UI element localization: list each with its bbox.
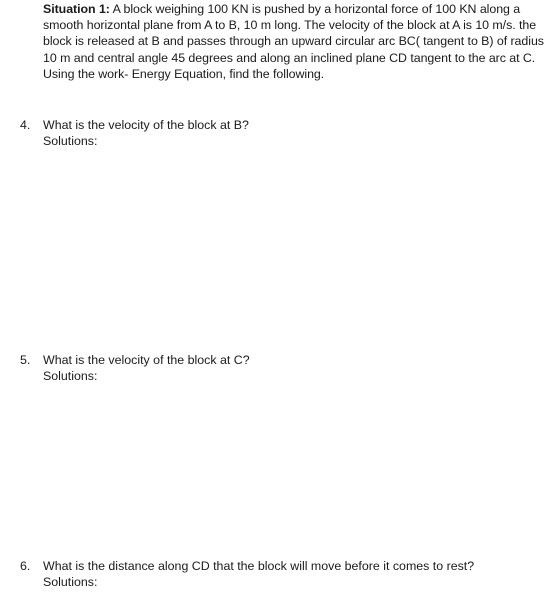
question-text: What is the velocity of the block at B? [43,118,249,132]
question-6 [20,558,550,590]
question-number: 5. [20,353,31,367]
question-4 [20,117,550,149]
solutions-label: Solutions: [43,575,98,589]
question-text: What is the velocity of the block at C? [43,353,250,367]
question-number: 6. [20,559,31,573]
solutions-label: Solutions: [43,369,98,383]
situation-text: A block weighing 100 KN is pushed by a horizontal force of 100 KN along a smooth horizontal plane from A to B, 10 m long. The velocity of the block at A is 10 m/s. the block is released at B and passes through an upward circular arc BC( tangent to B) of radius 10 m and central angle 45 degrees and along an inclined plane CD tangent to the arc at C. Using the work- Energy Equation, find the following. [43,2,544,81]
question-5 [20,352,550,384]
situation-paragraph [43,1,551,82]
situation-label: Situation 1: [43,2,110,16]
solutions-label: Solutions: [43,134,98,148]
answer-space-4 [43,150,543,345]
question-text: What is the distance along CD that the block will move before it comes to rest? [43,559,475,573]
answer-space-5 [43,385,543,550]
question-number: 4. [20,118,31,132]
